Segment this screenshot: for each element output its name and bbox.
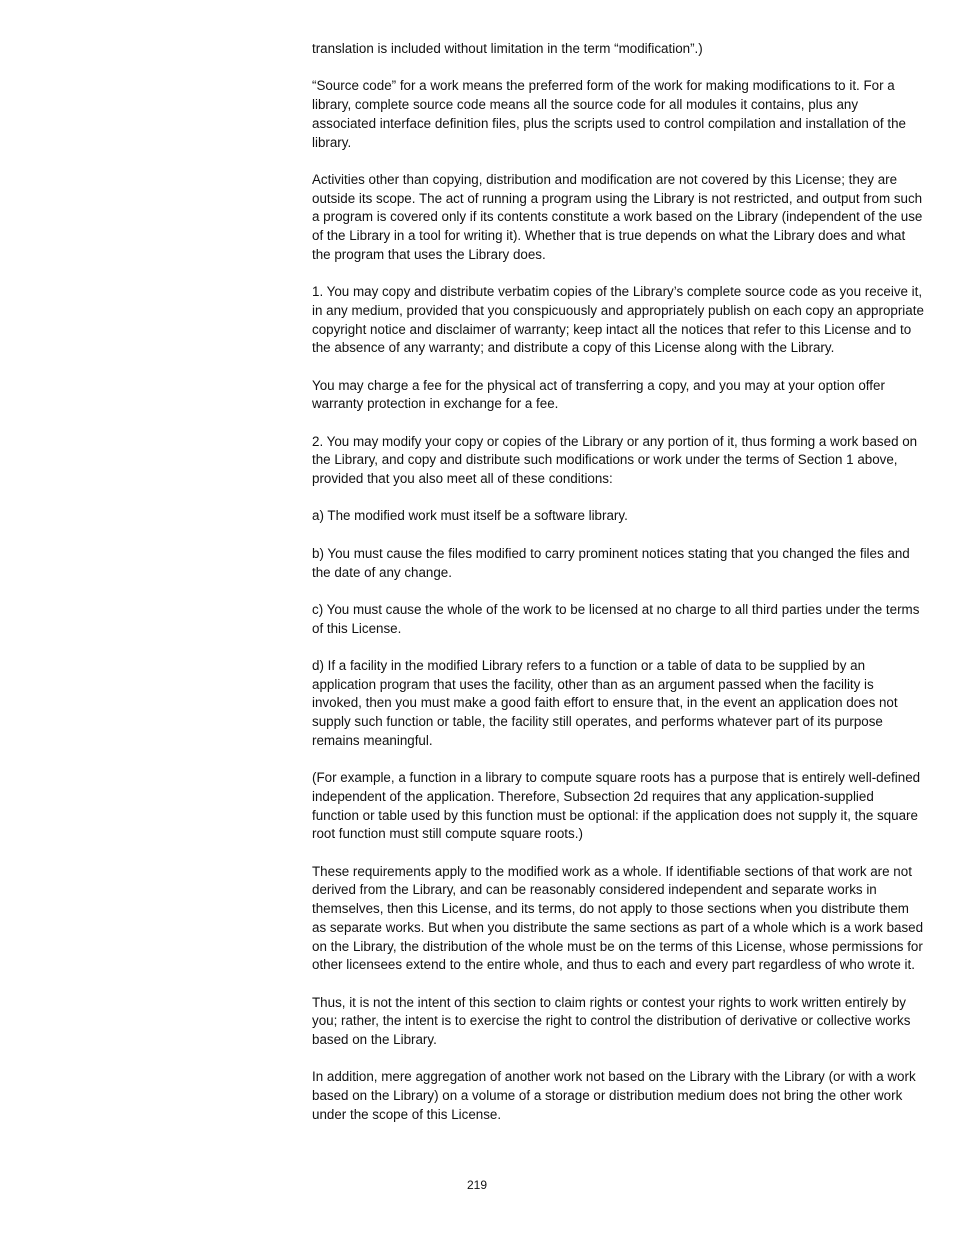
- paragraph-condition-d: d) If a facility in the modified Library refers to a function or a table of data to be supplied by an application program that uses the facility, other than as an argument passed when the facility is invoked, then you must make a good faith effort to ensure that, in the event an application does not supply such function or table, the facility still operates, and performs whatever part of its purpose remains meaningful.: [312, 658, 898, 748]
- paragraph-condition-c: c) You must cause the whole of the work to be licensed at no charge to all third parties under the terms of this License.: [312, 601, 920, 636]
- page-number: 219: [466, 1178, 488, 1192]
- paragraph-condition-a: a) The modified work must itself be a software library.: [312, 508, 628, 524]
- paragraph-translation-note: translation is included without limitation in the term “modification”.): [312, 41, 703, 56]
- paragraph-requirements: These requirements apply to the modified work as a whole. If identifiable sections of that work are not derived from the Library, and can be reasonably considered independent and separate works in themselves, then this License, and its terms, do not apply to those sections when you distribute them as separate works. But when you distribute the same sections as part of a whole which is a work based on the Library, the distribution of the whole must be on the terms of this License, whose permissions for other licensees extend to the entire whole, and thus to each and every part regardless of who wrote it.: [312, 863, 924, 973]
- paragraph-section-2: 2. You may modify your copy or copies of the Library or any portion of it, thus forming a work based on the Library, and copy and distribute such modifications or work under the terms of Section 1 above, provided that you also meet all of these conditions:: [312, 433, 918, 487]
- paragraph-intent: Thus, it is not the intent of this section to claim rights or contest your rights to work written entirely by you; rather, the intent is to exercise the right to control the distribution of derivative or collective works based on the Library.: [312, 994, 911, 1048]
- paragraph-condition-b: b) You must cause the files modified to carry prominent notices stating that you changed the files and the date of any change.: [312, 545, 910, 580]
- paragraph-activities-scope: Activities other than copying, distribution and modification are not covered by this License; they are outside its scope. The act of running a program using the Library is not restricted, and output from such a program is covered only if its contents constitute a work based on the Library (independent of the use of the Library in a tool for writing it). Whether that is true depends on what the Library does and what the program that uses the Library does.: [312, 171, 923, 262]
- license-text-body: [312, 40, 924, 1143]
- paragraph-section-1: 1. You may copy and distribute verbatim copies of the Library’s complete source code as you receive it, in any medium, provided that you conspicuously and appropriately publish on each copy an appropriate copyright notice and disclaimer of warranty; keep intact all the notices that refer to this License and to the absence of any warranty; and distribute a copy of this License along with the Library.: [312, 284, 924, 356]
- paragraph-fee: You may charge a fee for the physical act of transferring a copy, and you may at your option offer warranty protection in exchange for a fee.: [312, 377, 885, 412]
- paragraph-source-code-definition: “Source code” for a work means the preferred form of the work for making modifications to it. For a library, complete source code means all the source code for all modules it contains, plus any associated interface definition files, plus the scripts used to control compilation and installation of the library.: [312, 78, 906, 150]
- paragraph-example: (For example, a function in a library to compute square roots has a purpose that is entirely well-defined independent of the application. Therefore, Subsection 2d requires that any application-supplied function or table used by this function must be optional: if the application does not supply it, the square root function must still compute square roots.): [312, 770, 921, 842]
- paragraph-aggregation: In addition, mere aggregation of another work not based on the Library with the Library (or with a work based on the Library) on a volume of a storage or distribution medium does not bring the other work under the scope of this License.: [312, 1069, 916, 1122]
